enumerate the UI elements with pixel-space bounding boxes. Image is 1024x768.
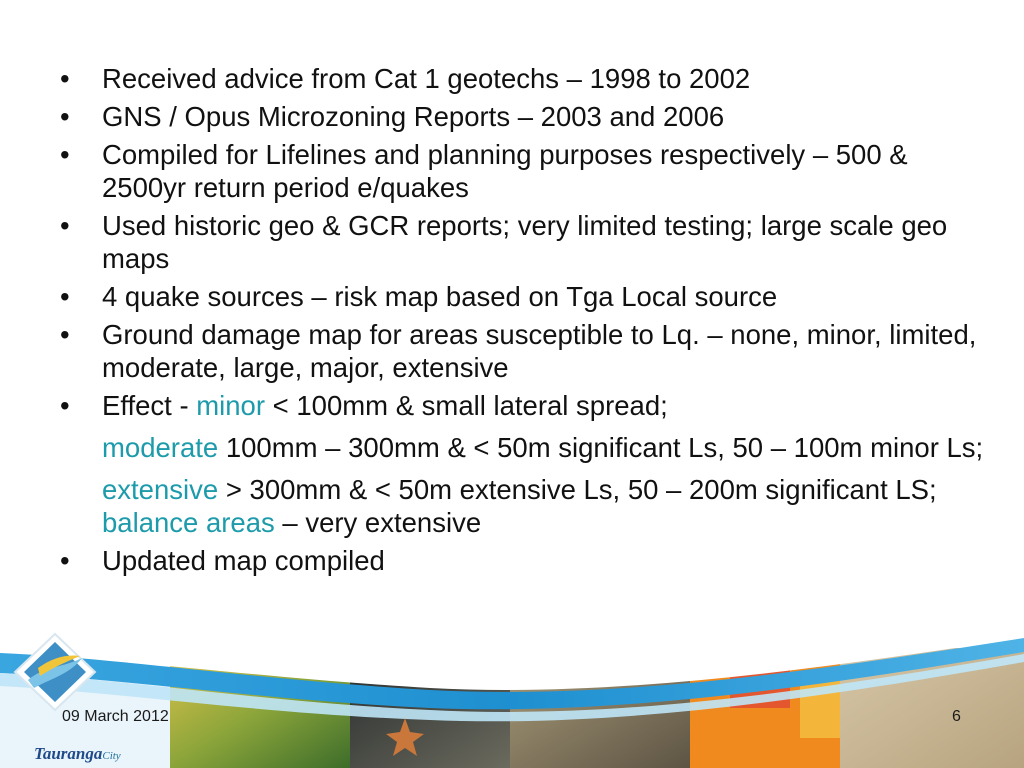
bullet-text: Used historic geo & GCR reports; very limited testing; large scale geo maps [102, 210, 948, 274]
logo-wordmark [34, 744, 121, 764]
bullet-marker: • [60, 319, 70, 350]
bullet-text: > 300mm & < 50m extensive Ls, 50 – 200m significant LS; [218, 474, 937, 505]
bullet-text: – very extensive [274, 507, 482, 538]
highlight-term: moderate [102, 432, 219, 463]
bullet-text: Ground damage map for areas susceptible to Lq. – none, minor, limited, moderate, large, major, extensive [102, 319, 977, 383]
bullet-item [58, 62, 988, 95]
bullet-item [58, 100, 988, 133]
bullet-marker: • [60, 210, 70, 241]
bullet-list [58, 62, 988, 582]
bullet-text: Updated map compiled [102, 545, 385, 576]
bullet-marker: • [60, 281, 70, 312]
bullet-marker: • [60, 545, 70, 576]
bullet-marker: • [60, 101, 70, 132]
bullet-marker: • [60, 139, 70, 170]
bullet-text: Effect - [102, 390, 197, 421]
page-number: 6 [952, 708, 961, 725]
continuation-item [58, 431, 988, 464]
highlight-term: minor [196, 390, 266, 421]
bullet-marker: • [60, 390, 70, 421]
bullet-text: GNS / Opus Microzoning Reports – 2003 and 2006 [102, 101, 725, 132]
bullet-text: Compiled for Lifelines and planning purposes respectively – 500 & 2500yr return period e/quakes [102, 139, 908, 203]
bullet-item [58, 280, 988, 313]
bullet-text: < 100mm & small lateral spread; [265, 390, 668, 421]
logo-name: Tauranga [34, 744, 103, 763]
bullet-text: 100mm – 300mm & < 50m significant Ls, 50 – 100m minor Ls; [218, 432, 984, 463]
footer-artwork [0, 628, 1024, 768]
footer-banner [0, 628, 1024, 768]
footer-date: 09 March 2012 [62, 708, 169, 725]
bullet-item [58, 318, 988, 384]
logo-suffix: City [102, 750, 121, 762]
bullet-item [58, 138, 988, 204]
highlight-term: balance areas [102, 507, 275, 538]
bullet-text: Received advice from Cat 1 geotechs – 1998 to 2002 [102, 63, 751, 94]
bullet-marker: • [60, 63, 70, 94]
bullet-item [58, 389, 988, 422]
bullet-item [58, 544, 988, 577]
bullet-text: 4 quake sources – risk map based on Tga Local source [102, 281, 778, 312]
bullet-item [58, 209, 988, 275]
continuation-item [58, 473, 988, 539]
highlight-term: extensive [102, 474, 219, 505]
